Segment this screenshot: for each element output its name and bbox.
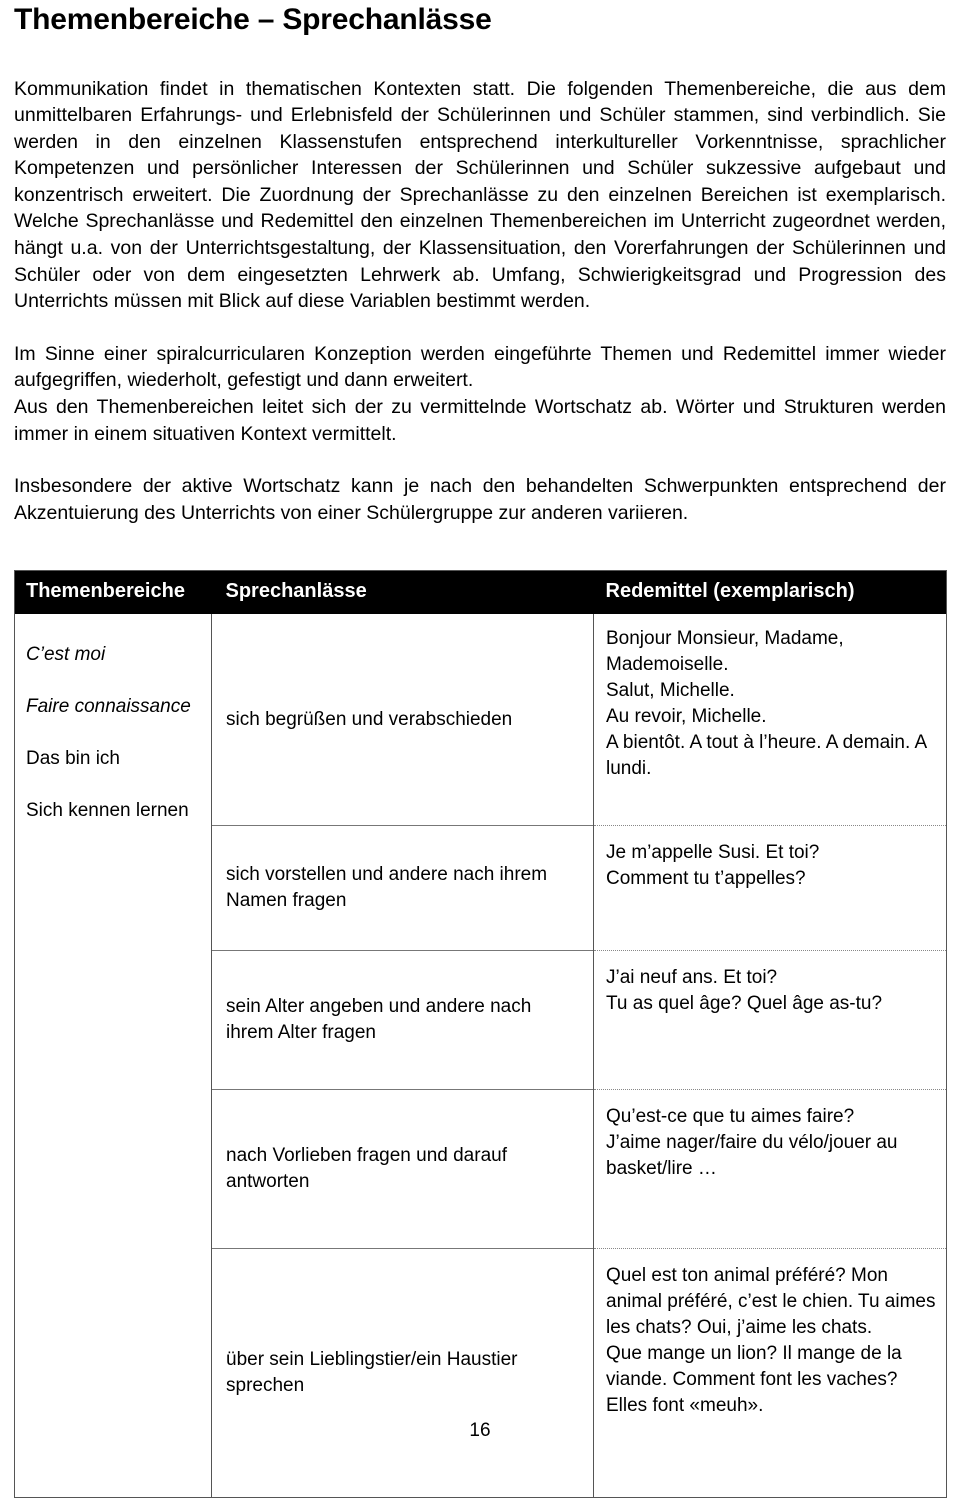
intro-section [14,76,946,527]
phrase-line: Quel est ton animal préféré? Mon animal préféré, c’est le chien. Tu aimes les chats? Oui, j’aime les chats. [606,1265,936,1339]
table-body [15,614,947,1498]
column-header-sprechanlaesse: Sprechanlässe [212,571,594,615]
paragraph-spacer [14,447,946,473]
phrase-line: Tu as quel âge? Quel âge as-tu? [606,993,883,1015]
topic-das-bin-ich: Das bin ich [26,748,120,770]
phrases-cell [594,1249,947,1498]
phrase-line: Salut, Michelle. [606,680,735,702]
table-header [15,571,947,615]
page-number: 16 [469,1420,491,1441]
phrase-line: Qu’est-ce que tu aimes faire? [606,1106,855,1128]
paragraph-spacer [14,315,946,341]
column-header-themenbereiche: Themenbereiche [15,571,212,615]
phrase-line: Je m’appelle Susi. Et toi? [606,842,820,864]
occasion-cell: sein Alter angeben und andere nach ihrem Alter fragen [212,951,594,1090]
phrase-line: J’ai neuf ans. Et toi? [606,967,778,989]
topics-cell [15,614,212,1498]
occasion-cell: sich begrüßen und verabschieden [212,614,594,826]
phrases-cell [594,614,947,826]
topic-spacer [26,772,201,798]
topic-cest-moi: C’est moi [26,644,106,666]
topic-spacer [26,720,201,746]
topic-spacer [26,668,201,694]
topic-faire-connaissance: Faire connaissance [26,696,191,718]
phrases-cell [594,1090,947,1249]
occasion-cell: über sein Lieblingstier/ein Haustier sprechen [212,1249,594,1498]
page-title: Themenbereiche – Sprechanlässe [14,3,492,36]
phrase-line: A bientôt. A tout à l’heure. A demain. A lundi. [606,732,927,780]
table-row [15,614,947,826]
sprechanlaesse-table-wrapper [14,570,946,1498]
phrases-cell [594,826,947,951]
intro-paragraph-3: Aus den Themenbereichen leitet sich der zu vermittelnde Wortschatz ab. Wörter und Strukturen werden immer in einem situativen Kontext vermittelt. [14,396,946,445]
occasion-cell: sich vorstellen und andere nach ihrem Namen fragen [212,826,594,951]
sprechanlaesse-table [14,570,947,1498]
intro-paragraph-1: Kommunikation findet in thematischen Kontexten statt. Die folgenden Themenbereiche, die aus dem unmittelbaren Erfahrungs- und Erlebnisfeld der Schülerinnen und Schüler stammen, sind verbindlich. Sie werden in den einzelnen Klassenstufen entsprechend interkultureller Vorkenntnisse, sprachlicher Kompetenzen und persönlicher Interessen der Schülerinnen und Schüler sukzessive aufgebaut und konzentrisch erweitert. Die Zuordnung der Sprechanlässe zu den einzelnen Bereichen ist exemplarisch. Welche Sprechanlässe und Redemittel den einzelnen Themenbereichen im Unterricht zugeordnet werden, hängt u.a. von der Unterrichtsgestaltung, der Klassensituation, den Vorerfahrungen der Schülerinnen und Schüler oder von dem eingesetzten Lehrwerk ab. Umfang, Schwierigkeitsgrad und Progression des Unterrichts müssen mit Blick auf diese Variablen bestimmt werden. [14,77,946,313]
phrase-line: Comment tu t’appelles? [606,868,806,890]
phrase-line: Au revoir, Michelle. [606,706,767,728]
column-header-redemittel: Redemittel (exemplarisch) [594,571,947,615]
occasion-cell: nach Vorlieben fragen und darauf antworten [212,1090,594,1249]
phrase-line: Que mange un lion? Il mange de la viande. Comment font les vaches? Elles font «meuh». [606,1343,902,1417]
table-header-row [15,571,947,615]
intro-paragraph-2: Im Sinne einer spiralcurricularen Konzeption werden eingeführte Themen und Redemittel immer wieder aufgegriffen, wiederholt, gefestigt und dann erweitert. [14,342,946,392]
phrase-line: J’aime nager/faire du vélo/jouer au basket/lire … [606,1132,898,1180]
intro-paragraph-4: Insbesondere der aktive Wortschatz kann je nach den behandelten Schwerpunkten entsprechend der Akzentuierung des Unterrichts von einer Schülergruppe zur anderen variieren. [14,475,946,524]
topic-sich-kennen-lernen: Sich kennen lernen [26,800,189,822]
phrases-cell [594,951,947,1090]
phrase-line: Bonjour Monsieur, Madame, Mademoiselle. [606,628,844,676]
